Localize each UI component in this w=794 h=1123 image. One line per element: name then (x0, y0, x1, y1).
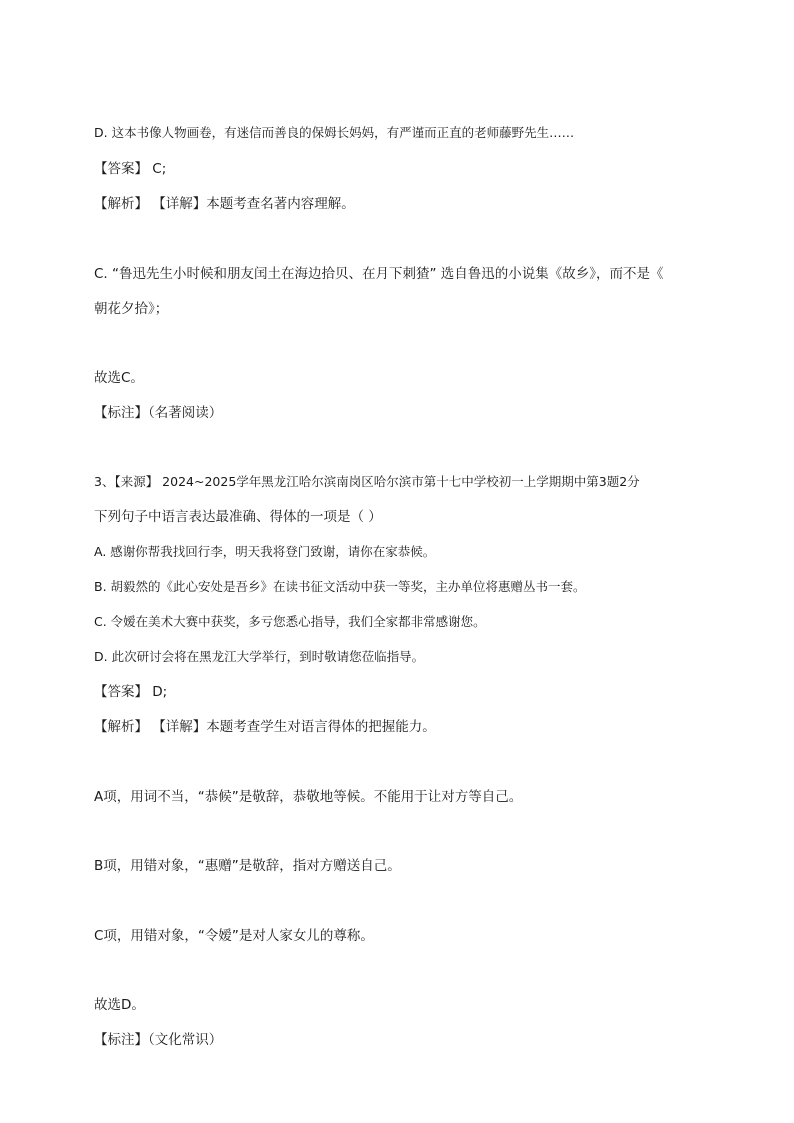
s2-option-d: D. 此次研讨会将在黑龙江大学举行，到时敬请您莅临指导。 (94, 649, 425, 664)
s2-answer: 【答案】 D; (94, 684, 168, 700)
s1-detail-c-line2: 朝花夕拾》； (94, 301, 169, 317)
s2-detail-c: C项，用错对象，“令嫒”是对人家女儿的尊称。 (94, 928, 374, 944)
s1-tag: 【标注】（名著阅读） (94, 405, 223, 421)
s2-question: 下列句子中语言表达最准确、得体的一项是（ ） (94, 509, 382, 525)
s2-source: 3、【来源】 2024~2025学年黑龙江哈尔滨南岗区哈尔滨市第十七中学校初一上学期期中第3题2分 (94, 474, 640, 489)
s2-analysis: 【解析】 【详解】本题考查学生对语言得体的把握能力。 (94, 719, 436, 735)
s2-option-a: A. 感谢你帮我找回行李，明天我将登门致谢，请你在家恭候。 (94, 544, 436, 559)
s2-conclusion: 故选D。 (94, 997, 145, 1013)
s1-answer: 【答案】 C; (94, 161, 167, 177)
s1-analysis: 【解析】 【详解】本题考查名著内容理解。 (94, 196, 355, 212)
s2-tag: 【标注】（文化常识） (94, 1032, 223, 1048)
s2-option-b: B. 胡毅然的《此心安处是吾乡》在读书征文活动中获一等奖，主办单位将惠赠丛书一套。 (94, 579, 586, 594)
s1-option-d: D. 这本书像人物画卷，有迷信而善良的保姆长妈妈，有严谨而正直的老师藤野先生…… (94, 125, 575, 140)
s1-detail-c-line1: C. “鲁迅先生小时候和朋友闰土在海边拾贝、在月下刺猹” 选自鲁迅的小说集《故乡》，而不是《 (94, 266, 664, 282)
s2-option-c: C. 令嫒在美术大赛中获奖，多亏您悉心指导，我们全家都非常感谢您。 (94, 614, 486, 629)
s1-conclusion: 故选C。 (94, 370, 144, 386)
s2-detail-a: A项，用词不当，“恭候”是敬辞，恭敬地等候。不能用于让对方等自己。 (94, 789, 523, 805)
s2-detail-b: B项，用错对象，“惠赠”是敬辞，指对方赠送自己。 (94, 858, 401, 874)
